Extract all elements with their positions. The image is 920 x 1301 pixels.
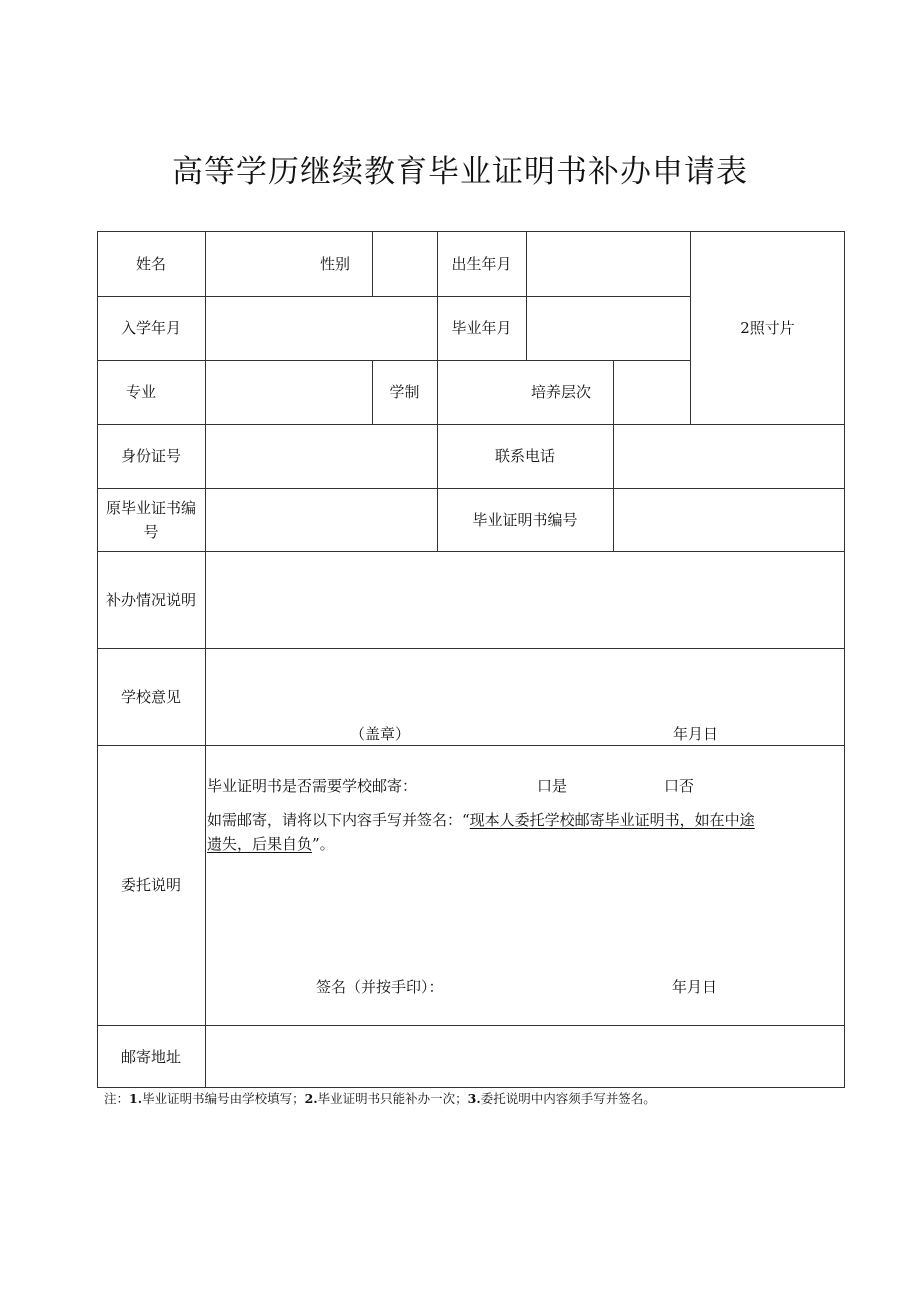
note-text-2: 毕业证明书只能补办一次； — [317, 1091, 468, 1106]
photo-placeholder: 2照寸片 — [740, 318, 795, 337]
row-divider — [97, 648, 845, 649]
note-prefix: 注： — [104, 1091, 130, 1106]
gender-field[interactable] — [373, 232, 437, 296]
reissue-field[interactable] — [206, 552, 844, 648]
graduate-label: 毕业年月 — [451, 319, 512, 337]
entrust-instruction-line2 — [207, 832, 335, 856]
row-divider — [97, 745, 845, 746]
seal-label: （盖章） — [350, 725, 411, 743]
orig-cert-label-line2: 号 — [143, 522, 159, 541]
footnote — [104, 1089, 656, 1107]
level-label: 培养层次 — [531, 383, 592, 401]
signature-label: 签名（并按手印）： — [316, 978, 444, 996]
note-number-1: 1. — [129, 1091, 143, 1106]
cert-number-label: 毕业证明书编号 — [472, 510, 578, 529]
orig-cert-label — [97, 488, 205, 551]
id-number-field[interactable] — [206, 425, 437, 488]
graduate-field[interactable] — [527, 297, 690, 360]
entrust-date-label: 年月日 — [672, 978, 718, 996]
entrust-instruction — [207, 808, 755, 832]
name-label: 姓名 — [135, 254, 166, 273]
school-date-label: 年月日 — [673, 725, 719, 743]
level-field[interactable] — [614, 361, 690, 424]
note-number-2: 2. — [304, 1091, 318, 1106]
school-opinion-label: 学校意见 — [120, 687, 181, 706]
instruction-suffix: ”。 — [312, 835, 335, 853]
birth-label: 出生年月 — [451, 254, 512, 273]
note-text-1: 毕业证明书编号由学校填写； — [142, 1091, 305, 1106]
note-number-3: 3. — [467, 1091, 481, 1106]
cert-number-field[interactable] — [614, 489, 844, 551]
instruction-prefix: 如需邮寄，请将以下内容手写并签名：“ — [207, 811, 470, 829]
mail-question: 毕业证明书是否需要学校邮寄： — [207, 777, 418, 795]
orig-cert-label-line1: 原毕业证书编 — [105, 498, 196, 517]
duration-field[interactable] — [438, 361, 528, 424]
gender-label: 性别 — [320, 255, 351, 273]
birth-field[interactable] — [527, 232, 690, 296]
id-number-label: 身份证号 — [120, 447, 181, 465]
enroll-field[interactable] — [206, 297, 437, 360]
mail-address-field[interactable] — [206, 1026, 844, 1087]
note-text-3: 委托说明中内容须手写并签名。 — [480, 1091, 656, 1106]
name-field[interactable] — [206, 232, 306, 296]
duration-label: 学制 — [389, 383, 420, 401]
major-label: 专业 — [125, 383, 156, 401]
instruction-quote-line2: 遗失，后果自负 — [207, 835, 313, 853]
mail-no-checkbox[interactable]: 口否 — [664, 777, 695, 795]
mail-address-label: 邮寄地址 — [120, 1047, 181, 1066]
page-title: 高等学历继续教育毕业证明书补办申请表 — [172, 154, 748, 190]
enroll-label: 入学年月 — [120, 319, 181, 337]
instruction-quote-line1: 现本人委托学校邮寄毕业证明书，如在中途 — [469, 811, 755, 829]
major-field[interactable] — [206, 361, 372, 424]
mail-yes-checkbox[interactable]: 口是 — [537, 777, 568, 795]
orig-cert-field[interactable] — [206, 489, 437, 551]
phone-field[interactable] — [614, 425, 844, 488]
entrust-label: 委托说明 — [120, 876, 181, 894]
phone-label: 联系电话 — [494, 447, 555, 465]
reissue-label: 补办情况说明 — [105, 590, 196, 609]
